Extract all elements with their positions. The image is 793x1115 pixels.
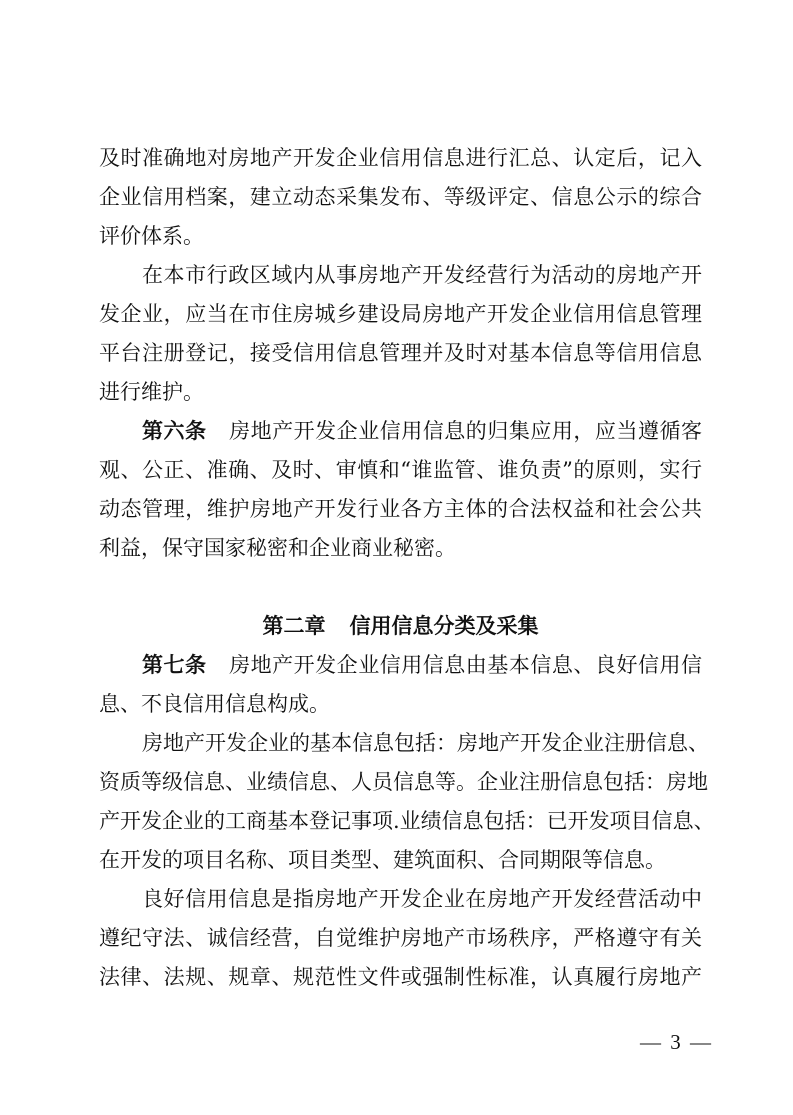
text-line [99,490,702,529]
paragraph [99,412,702,568]
line-text: 资质等级信息、业绩信息、人员信息等。企业注册信息包括：房地 [99,770,708,794]
text-line [99,451,702,490]
text-line [99,529,702,568]
chapter-title: 信用信息分类及采集 [349,614,539,638]
text-line [99,919,702,958]
chapter-heading [99,607,702,646]
line-text: 企业信用档案，建立动态采集发布、等级评定、信息公示的综合 [99,185,702,209]
line-text: 动态管理，维护房地产开发行业各方主体的合法权益和社会公共 [99,497,702,521]
text-line [99,685,702,724]
line-text: 观、公正、准确、及时、审慎和“谁监管、谁负责”的原则，实行 [99,458,702,482]
line-text: 评价体系。 [99,224,204,248]
text-line [99,958,702,997]
line-text: 遵纪守法、诚信经营，自觉维护房地产市场秩序，严格遵守有关 [99,926,702,950]
paragraph [99,724,715,880]
line-text: 产开发企业的工商基本登记事项.业绩信息包括：已开发项目信息、 [99,809,715,833]
paragraph [99,646,702,724]
line-text: 息、不良信用信息构成。 [99,692,330,716]
line-text: 房地产开发企业信用信息由基本信息、良好信用信 [228,653,703,677]
text-line [99,334,702,373]
line-text: 房地产开发企业的基本信息包括：房地产开发企业注册信息、 [142,731,709,755]
text-line [99,217,702,256]
text-line [99,295,702,334]
paragraph [99,256,702,412]
text-line [99,412,702,451]
line-text: 及时准确地对房地产开发企业信用信息进行汇总、认定后，记入 [99,146,702,170]
line-text: 法律、法规、规章、规范性文件或强制性标准，认真履行房地产 [99,965,702,989]
spacer [99,568,702,607]
line-text: 在开发的项目名称、项目类型、建筑面积、合同期限等信息。 [99,848,666,872]
paragraph [99,880,702,997]
text-line [99,763,708,802]
document-body [99,139,715,997]
article-label: 第七条 [142,653,207,677]
line-text: 平台注册登记，接受信用信息管理并及时对基本信息等信用信息 [99,341,702,365]
line-text: 进行维护。 [99,380,204,404]
text-line [99,802,715,841]
line-text: 发企业，应当在市住房城乡建设局房地产开发企业信用信息管理 [99,302,702,326]
text-line [99,646,702,685]
text-line [99,373,702,412]
text-line [99,724,709,763]
text-line [99,178,702,217]
text-line [99,880,702,919]
line-text: 利益，保守国家秘密和企业商业秘密。 [99,536,456,560]
chapter-number: 第二章 [262,614,326,638]
text-line [99,256,702,295]
page-number: — 3 — [640,1030,713,1054]
line-text: 在本市行政区域内从事房地产开发经营行为活动的房地产开 [142,263,702,287]
line-text: 房地产开发企业信用信息的归集应用，应当遵循客 [228,419,703,443]
article-label: 第六条 [142,419,207,443]
paragraph [99,139,702,256]
text-line [99,841,702,880]
line-text: 良好信用信息是指房地产开发企业在房地产开发经营活动中 [142,887,702,911]
text-line [99,139,702,178]
